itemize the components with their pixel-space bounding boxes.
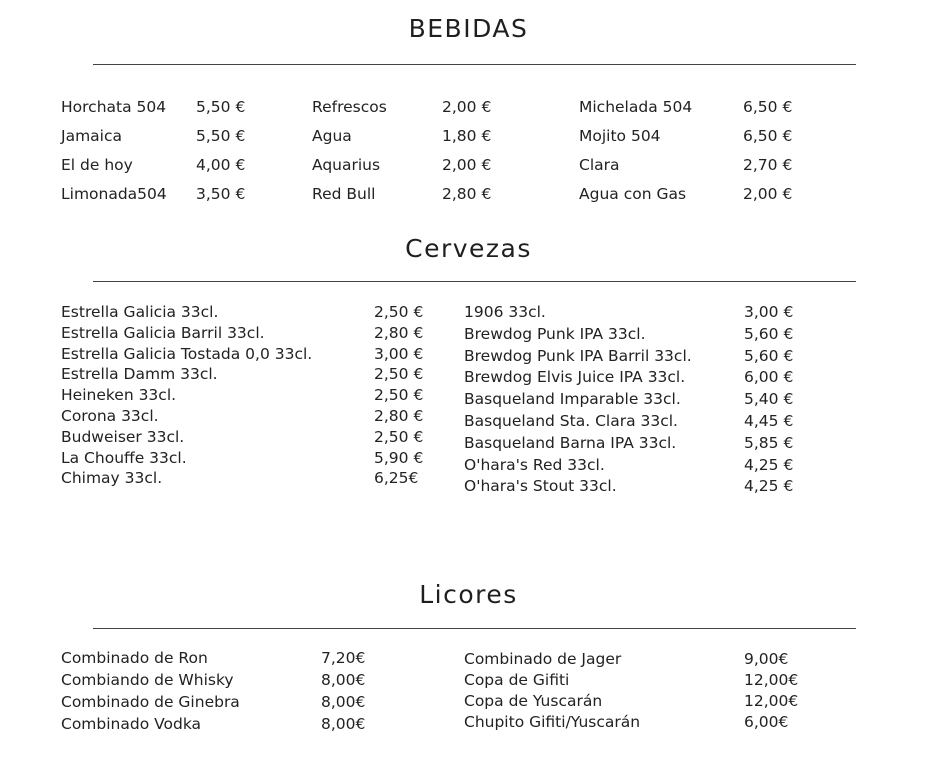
menu-item-price: 4,25 € bbox=[744, 477, 794, 496]
menu-item-price: 8,00€ bbox=[321, 671, 366, 689]
menu-item-price: 5,40 € bbox=[744, 390, 794, 409]
menu-item-price: 2,80 € bbox=[374, 407, 424, 425]
menu-item-price: 5,60 € bbox=[744, 324, 794, 343]
menu-item-price: 6,50 € bbox=[743, 127, 793, 145]
menu-item-name: Brewdog Punk IPA Barril 33cl. bbox=[464, 346, 692, 365]
menu-item-name: Combinado de Jager bbox=[464, 650, 622, 668]
menu-item-price: 12,00€ bbox=[744, 692, 799, 710]
menu-item-price: 2,00 € bbox=[743, 185, 793, 203]
menu-item-price: 3,50 € bbox=[196, 185, 246, 203]
menu-item-price: 6,25€ bbox=[374, 469, 419, 488]
menu-item-name: Brewdog Elvis Juice IPA 33cl. bbox=[464, 368, 686, 387]
menu-item-price: 4,25 € bbox=[744, 455, 794, 474]
menu-item-name: 1906 33cl. bbox=[464, 303, 546, 321]
menu-item-price: 8,00€ bbox=[321, 715, 366, 733]
menu-item-name: Combinado Vodka bbox=[61, 715, 202, 733]
divider-licores bbox=[93, 628, 856, 629]
divider-bebidas bbox=[93, 64, 856, 65]
section-title-cervezas: Cervezas bbox=[405, 234, 532, 263]
menu-item-name: Chupito Gifiti/Yuscarán bbox=[464, 713, 641, 731]
menu-item-name: O'hara's Stout 33cl. bbox=[464, 477, 617, 496]
menu-item-name: Agua bbox=[312, 127, 352, 145]
menu-item-name: Red Bull bbox=[312, 185, 376, 203]
menu-item-name: Estrella Galicia Barril 33cl. bbox=[61, 323, 265, 342]
menu-item-price: 2,50 € bbox=[374, 303, 424, 321]
section-title-licores: Licores bbox=[419, 580, 518, 609]
menu-item-name: Basqueland Barna IPA 33cl. bbox=[464, 433, 677, 452]
menu-item-name: Limonada504 bbox=[61, 185, 167, 203]
menu-item-name: Aquarius bbox=[312, 156, 381, 174]
menu-item-price: 2,80 € bbox=[442, 185, 492, 203]
menu-item-price: 7,20€ bbox=[321, 649, 366, 667]
menu-item-price: 2,00 € bbox=[442, 156, 492, 174]
menu-item-name: La Chouffe 33cl. bbox=[61, 448, 187, 467]
menu-item-price: 6,00 € bbox=[744, 368, 794, 387]
menu-item-price: 3,00 € bbox=[374, 344, 424, 363]
menu-item-name: Chimay 33cl. bbox=[61, 469, 163, 488]
menu-item-price: 2,80 € bbox=[374, 323, 424, 342]
menu-item-name: Clara bbox=[579, 156, 620, 174]
menu-item-name: Estrella Galicia 33cl. bbox=[61, 303, 219, 321]
menu-item-price: 2,50 € bbox=[374, 365, 424, 384]
menu-item-price: 5,50 € bbox=[196, 98, 246, 116]
menu-item-name: Heineken 33cl. bbox=[61, 386, 177, 405]
menu-item-price: 2,50 € bbox=[374, 386, 424, 405]
divider-cervezas bbox=[93, 281, 856, 282]
menu-item-price: 4,45 € bbox=[744, 412, 794, 430]
menu-item-price: 8,00€ bbox=[321, 693, 366, 711]
menu-item-name: Brewdog Punk IPA 33cl. bbox=[464, 324, 646, 343]
menu-item-price: 2,00 € bbox=[442, 98, 492, 116]
menu-item-price: 2,50 € bbox=[374, 427, 424, 446]
menu-item-name: Agua con Gas bbox=[579, 185, 687, 203]
menu-item-name: Budweiser 33cl. bbox=[61, 427, 185, 446]
menu-item-name: Combinado de Ginebra bbox=[61, 693, 240, 711]
menu-item-price: 2,70 € bbox=[743, 156, 793, 174]
menu-item-name: El de hoy bbox=[61, 156, 133, 174]
menu-item-price: 5,85 € bbox=[744, 433, 794, 452]
menu-item-name: Estrella Galicia Tostada 0,0 33cl. bbox=[61, 344, 313, 363]
section-title-bebidas: BEBIDAS bbox=[408, 14, 529, 43]
menu-item-price: 3,00 € bbox=[744, 303, 794, 321]
menu-item-name: Horchata 504 bbox=[61, 98, 167, 116]
menu-item-name: Combinado de Ron bbox=[61, 649, 208, 667]
menu-item-price: 1,80 € bbox=[442, 127, 492, 145]
menu-item-name: Basqueland Sta. Clara 33cl. bbox=[464, 412, 678, 430]
menu-item-name: Estrella Damm 33cl. bbox=[61, 365, 218, 384]
menu-item-name: Copa de Yuscarán bbox=[464, 692, 603, 710]
menu-item-price: 5,90 € bbox=[374, 448, 424, 467]
menu-item-price: 9,00€ bbox=[744, 650, 789, 668]
menu-item-name: Copa de Gifiti bbox=[464, 671, 570, 689]
menu-item-price: 6,50 € bbox=[743, 98, 793, 116]
menu-item-price: 5,60 € bbox=[744, 346, 794, 365]
menu-item-name: O'hara's Red 33cl. bbox=[464, 455, 605, 474]
menu-item-price: 4,00 € bbox=[196, 156, 246, 174]
menu-item-price: 5,50 € bbox=[196, 127, 246, 145]
menu-item-name: Corona 33cl. bbox=[61, 407, 159, 425]
menu-item-name: Combiando de Whisky bbox=[61, 671, 234, 689]
menu-item-name: Refrescos bbox=[312, 98, 387, 116]
menu-item-price: 6,00€ bbox=[744, 713, 789, 731]
menu-item-name: Jamaica bbox=[61, 127, 122, 145]
menu-item-name: Mojito 504 bbox=[579, 127, 661, 145]
menu-item-price: 12,00€ bbox=[744, 671, 799, 689]
menu-item-name: Basqueland Imparable 33cl. bbox=[464, 390, 681, 409]
menu-item-name: Michelada 504 bbox=[579, 98, 693, 116]
